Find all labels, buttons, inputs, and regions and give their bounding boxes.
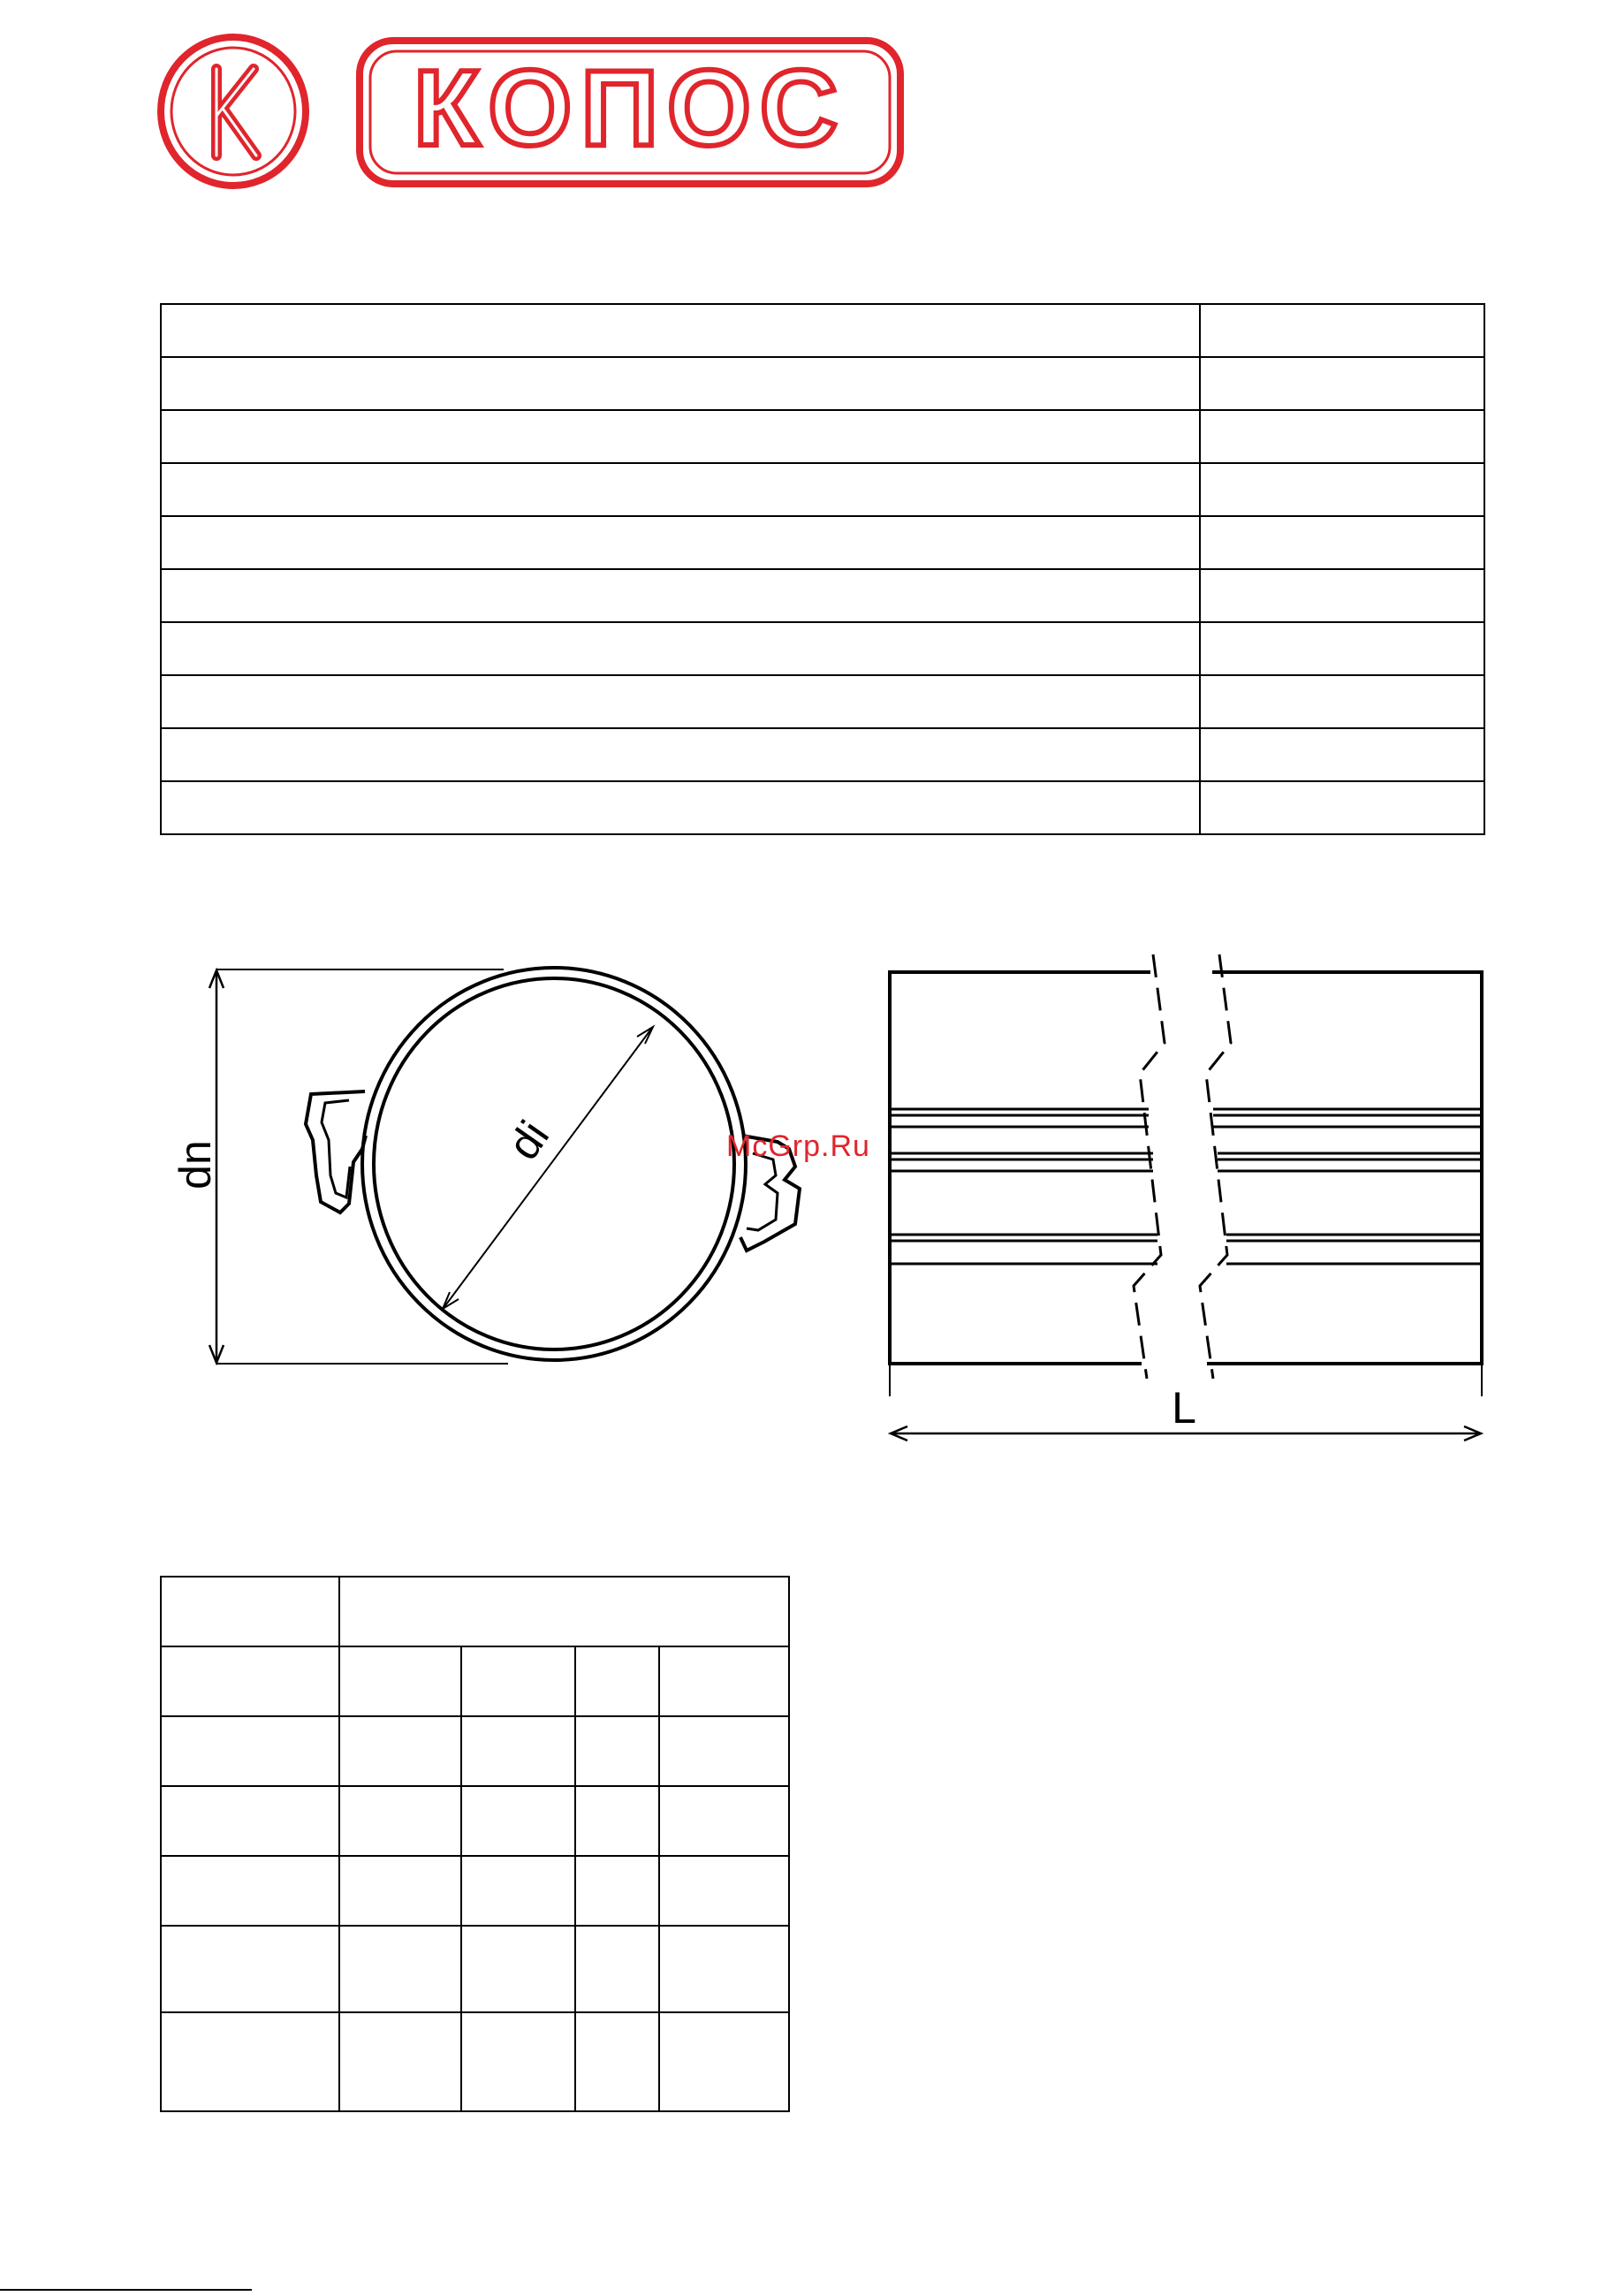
outer-wall xyxy=(362,968,746,1360)
kopos-emblem-icon xyxy=(161,37,306,186)
break-line-left xyxy=(1134,954,1165,1379)
table-cell xyxy=(339,1716,461,1786)
property-label xyxy=(161,357,1200,410)
technical-drawing xyxy=(0,937,1624,1467)
table-cell xyxy=(461,1716,575,1786)
side-right-outline xyxy=(1207,972,1482,1364)
table-cell xyxy=(161,1856,339,1926)
dims-subheader-cell xyxy=(659,1646,789,1716)
table-cell xyxy=(575,1786,659,1856)
table-cell xyxy=(659,1926,789,2012)
table-row xyxy=(161,569,1484,622)
property-label xyxy=(161,410,1200,463)
dimensions-table xyxy=(160,1576,790,2112)
property-label xyxy=(161,781,1200,834)
table-row xyxy=(161,1926,789,2012)
table-cell xyxy=(575,2012,659,2111)
table-row xyxy=(161,2012,789,2111)
properties-table xyxy=(160,303,1485,835)
property-value xyxy=(1200,781,1484,834)
table-row xyxy=(161,463,1484,516)
property-value xyxy=(1200,304,1484,357)
table-cell xyxy=(161,2012,339,2111)
table-row xyxy=(161,675,1484,728)
table-row xyxy=(161,781,1484,834)
property-value xyxy=(1200,410,1484,463)
footer-rule xyxy=(0,2289,252,2291)
dims-header-row xyxy=(161,1577,789,1646)
property-label xyxy=(161,304,1200,357)
table-cell xyxy=(339,1856,461,1926)
dims-subheader-cell xyxy=(575,1646,659,1716)
table-row xyxy=(161,410,1484,463)
property-label xyxy=(161,463,1200,516)
property-value xyxy=(1200,463,1484,516)
table-cell xyxy=(161,1716,339,1786)
table-row xyxy=(161,622,1484,675)
dims-header-group xyxy=(339,1577,789,1646)
table-cell xyxy=(575,1926,659,2012)
di-label: di xyxy=(497,1112,559,1169)
di-dimension-line xyxy=(444,1028,652,1308)
table-cell xyxy=(461,1926,575,2012)
side-left-outline xyxy=(890,972,1150,1364)
property-value xyxy=(1200,728,1484,781)
table-row xyxy=(161,516,1484,569)
L-label: L xyxy=(1172,1383,1196,1433)
property-value xyxy=(1200,675,1484,728)
table-cell xyxy=(161,1926,339,2012)
table-cell xyxy=(659,1856,789,1926)
dims-subheader-cell xyxy=(461,1646,575,1716)
table-cell xyxy=(339,1786,461,1856)
table-row xyxy=(161,1856,789,1926)
property-label xyxy=(161,622,1200,675)
property-label xyxy=(161,569,1200,622)
table-cell xyxy=(161,1786,339,1856)
table-cell xyxy=(461,1786,575,1856)
table-row xyxy=(161,304,1484,357)
property-value xyxy=(1200,622,1484,675)
table-row xyxy=(161,357,1484,410)
kopos-wordmark xyxy=(360,41,900,184)
kopos-logo xyxy=(155,32,914,191)
property-label xyxy=(161,728,1200,781)
table-row xyxy=(161,728,1484,781)
table-row xyxy=(161,1716,789,1786)
inner-wall xyxy=(374,978,734,1349)
dims-subheader-cell xyxy=(339,1646,461,1716)
pipe-cross-section xyxy=(209,968,800,1364)
dims-subheader-cell xyxy=(161,1646,339,1716)
table-cell xyxy=(339,1926,461,2012)
property-label xyxy=(161,675,1200,728)
dims-header-col1 xyxy=(161,1577,339,1646)
table-row xyxy=(161,1786,789,1856)
brand-name: КОПОС xyxy=(413,48,847,168)
table-cell xyxy=(461,1856,575,1926)
property-value xyxy=(1200,516,1484,569)
property-value xyxy=(1200,569,1484,622)
dims-subheader-row xyxy=(161,1646,789,1716)
table-cell xyxy=(339,2012,461,2111)
table-cell xyxy=(659,1716,789,1786)
table-cell xyxy=(659,2012,789,2111)
pipe-side-view xyxy=(890,954,1482,1441)
table-cell xyxy=(461,2012,575,2111)
property-label xyxy=(161,516,1200,569)
table-cell xyxy=(575,1716,659,1786)
break-line-right xyxy=(1200,954,1231,1379)
watermark: McGrp.Ru xyxy=(726,1129,870,1163)
table-cell xyxy=(575,1856,659,1926)
property-value xyxy=(1200,357,1484,410)
table-cell xyxy=(659,1786,789,1856)
dn-label: dn xyxy=(171,1140,220,1190)
